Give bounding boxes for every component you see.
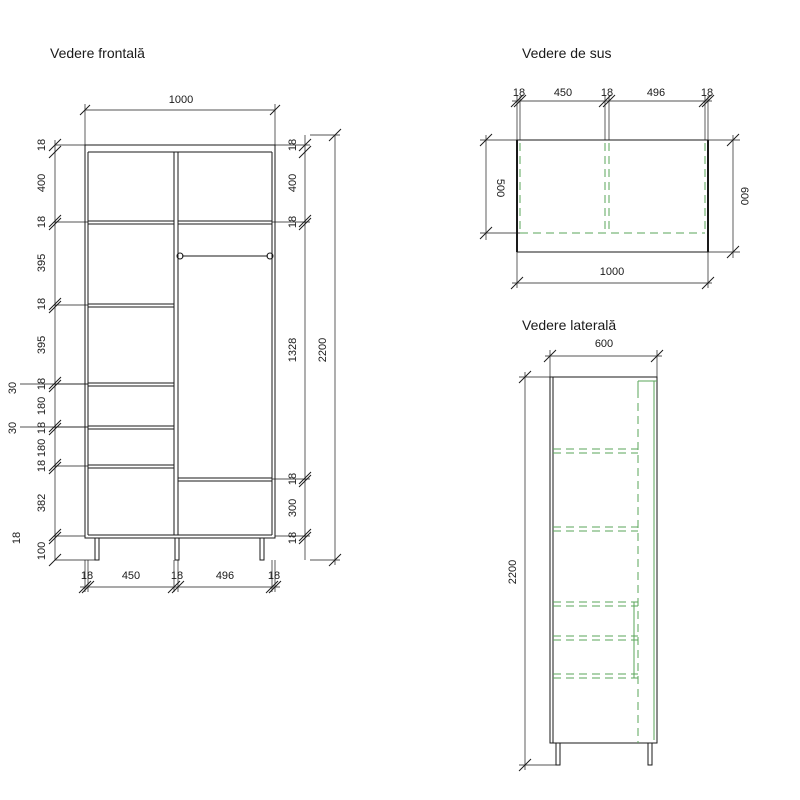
side-leg-back — [648, 743, 652, 765]
front-left-dim-1: 18 — [36, 138, 48, 152]
front-bottom-dim-5: 18 — [267, 570, 281, 582]
top-dim-4: 496 — [646, 87, 666, 99]
side-height-dim: 2200 — [507, 559, 519, 585]
front-bottom-dim-2: 450 — [121, 570, 141, 582]
leg-center — [175, 538, 179, 560]
front-left-dim-10: 180 — [36, 438, 48, 458]
front-bottom-dim-4: 496 — [215, 570, 235, 582]
front-view-title: Vedere frontală — [50, 45, 145, 61]
top-right-depth: 600 — [738, 186, 750, 206]
front-view — [7, 45, 341, 593]
top-view-title: Vedere de sus — [522, 45, 612, 61]
side-outline — [550, 377, 657, 743]
front-total-height: 2200 — [317, 337, 329, 363]
top-bottom-width: 1000 — [599, 266, 625, 278]
front-right-dim-2: 400 — [287, 173, 299, 193]
top-view — [480, 45, 750, 289]
front-left-dim-13: 18 — [11, 531, 23, 545]
front-bottom-dim-3: 18 — [170, 570, 184, 582]
front-width-dim: 1000 — [168, 94, 194, 106]
front-right-dim-6: 300 — [287, 498, 299, 518]
front-left-dim-11: 18 — [36, 459, 48, 473]
side-view-title: Vedere laterală — [522, 317, 617, 333]
front-left-dim-2: 400 — [36, 173, 48, 193]
leg-left — [95, 538, 99, 560]
top-dim-3: 18 — [600, 87, 614, 99]
top-dim-1: 18 — [512, 87, 526, 99]
side-leg-front — [556, 743, 560, 765]
front-left-dim-7: 18 — [36, 377, 48, 391]
front-left-dim-8: 180 — [36, 396, 48, 416]
front-outer-dim-2: 30 — [7, 421, 19, 435]
top-left-depth: 500 — [494, 178, 506, 198]
front-right-dim-4: 1328 — [287, 337, 299, 363]
front-right-dim-3: 18 — [287, 215, 299, 229]
wardrobe-outline — [85, 145, 275, 538]
front-bottom-dim-1: 18 — [80, 570, 94, 582]
top-plan-outline — [517, 140, 708, 252]
front-left-dim-14: 100 — [36, 541, 48, 561]
front-left-dim-12: 382 — [36, 493, 48, 513]
front-left-dim-6: 395 — [36, 335, 48, 355]
front-outer-dim-1: 30 — [7, 381, 19, 395]
front-right-dim-1: 18 — [287, 138, 299, 152]
front-left-dim-5: 18 — [36, 297, 48, 311]
leg-right — [260, 538, 264, 560]
side-view — [507, 317, 663, 771]
side-width-dim: 600 — [594, 338, 614, 350]
front-left-dim-4: 395 — [36, 253, 48, 273]
front-right-dim-7: 18 — [287, 531, 299, 545]
front-left-dim-3: 18 — [36, 215, 48, 229]
top-dim-5: 18 — [700, 87, 714, 99]
top-dim-2: 450 — [553, 87, 573, 99]
front-left-dim-9: 18 — [36, 421, 48, 435]
front-right-dim-5: 18 — [287, 472, 299, 486]
